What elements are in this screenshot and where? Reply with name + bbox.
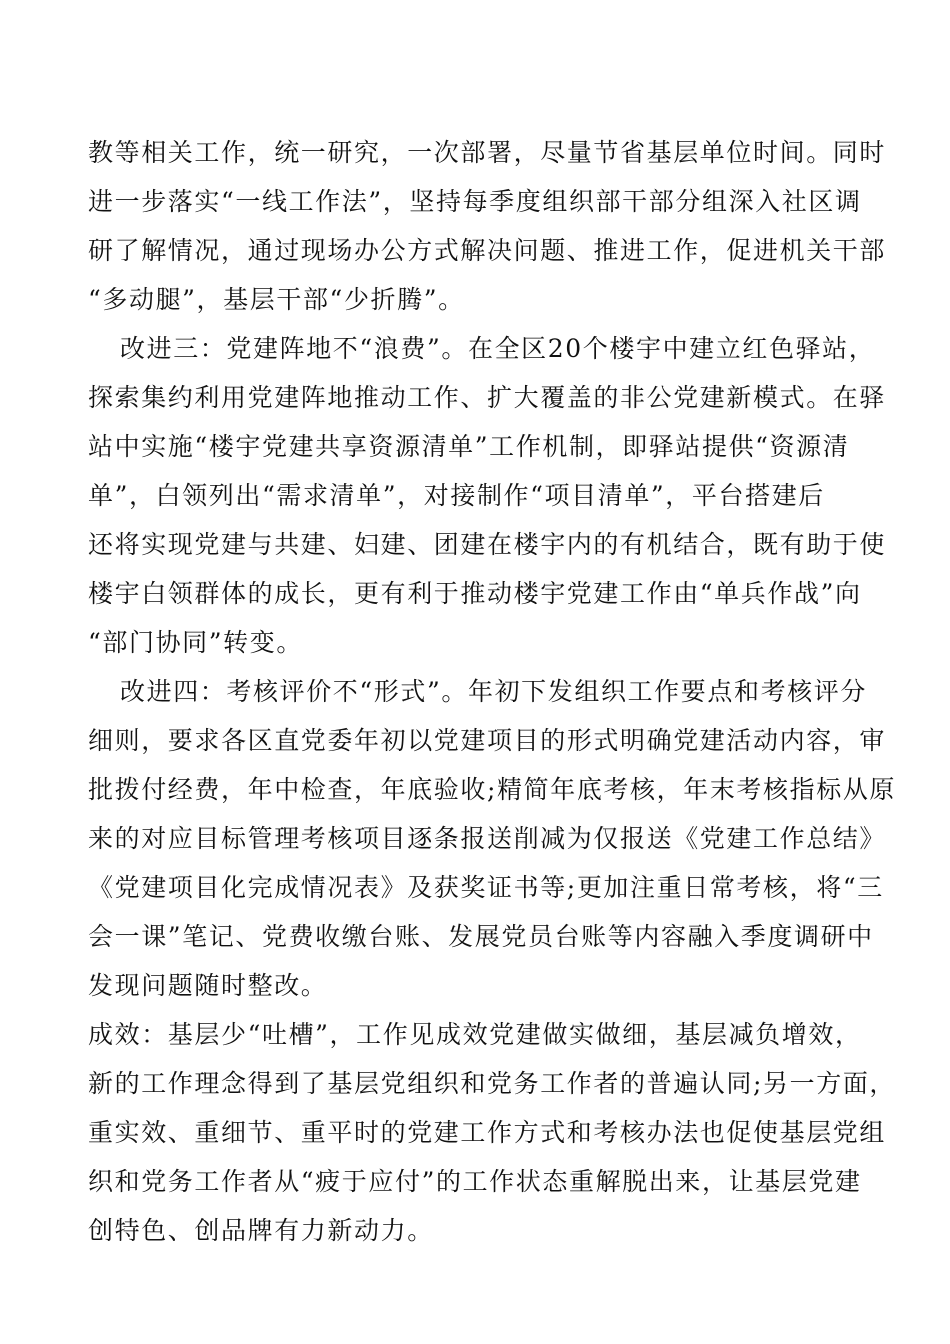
text-line: 来的对应目标管理考核项目逐条报送削减为仅报送《党建工作总结》: [88, 824, 887, 853]
text-line: 发现问题随时整改。: [88, 971, 328, 1000]
text-line: 教等相关工作，统一研究，一次部署，尽量节省基层单位时间。同时: [88, 138, 887, 167]
paragraph-improvement-three-start: 改进三：党建阵地不“浪费”。在全区20个楼宇中建立红色驿站，: [120, 334, 876, 363]
text-line: 创特色、创品牌有力新动力。: [88, 1216, 434, 1245]
text-line: 进一步落实“一线工作法”，坚持每季度组织部干部分组深入社区调: [88, 187, 862, 216]
text-line: 站中实施“楼宇党建共享资源清单”工作机制，即驿站提供“资源清: [88, 432, 850, 461]
text-line: “多动腿”，基层干部“少折腾”。: [88, 285, 465, 314]
text-line: 楼宇白领群体的成长，更有利于推动楼宇党建工作由“单兵作战”向: [88, 579, 862, 608]
text-line: 探索集约利用党建阵地推动工作、扩大覆盖的非公党建新模式。在驿: [88, 383, 887, 412]
text-line: 研了解情况，通过现场办公方式解决问题、推进工作，促进机关干部: [88, 236, 887, 265]
text-line: 重实效、重细节、重平时的党建工作方式和考核办法也促使基层党组: [88, 1118, 887, 1147]
text-line: 会一课”笔记、党费收缴台账、发展党员台账等内容融入季度调研中: [88, 922, 874, 951]
text-line: 细则，要求各区直党委年初以党建项目的形式明确党建活动内容，审: [88, 726, 887, 755]
text-line: 批拨付经费，年中检查，年底验收;精简年底考核，年末考核指标从原: [88, 775, 897, 804]
text-line: 《党建项目化完成情况表》及获奖证书等;更加注重日常考核，将“三: [88, 873, 884, 902]
document-body: [88, 128, 897, 1255]
text-line: “部门协同”转变。: [88, 628, 303, 657]
text-line: 织和党务工作者从“疲于应付”的工作状态重解脱出来，让基层党建: [88, 1167, 862, 1196]
text-line: 单”，白领列出“需求清单”，对接制作“项目清单”，平台搭建后: [88, 481, 825, 510]
text-line: 还将实现党建与共建、妇建、团建在楼宇内的有机结合，既有助于使: [88, 530, 887, 559]
paragraph-improvement-four-start: 改进四：考核评价不“形式”。年初下发组织工作要点和考核评分: [120, 677, 867, 706]
paragraph-results-start: 成效：基层少“吐槽”，工作见成效党建做实做细，基层减负增效，: [88, 1020, 862, 1049]
text-line: 新的工作理念得到了基层党组织和党务工作者的普遍认同;另一方面，: [88, 1069, 897, 1098]
